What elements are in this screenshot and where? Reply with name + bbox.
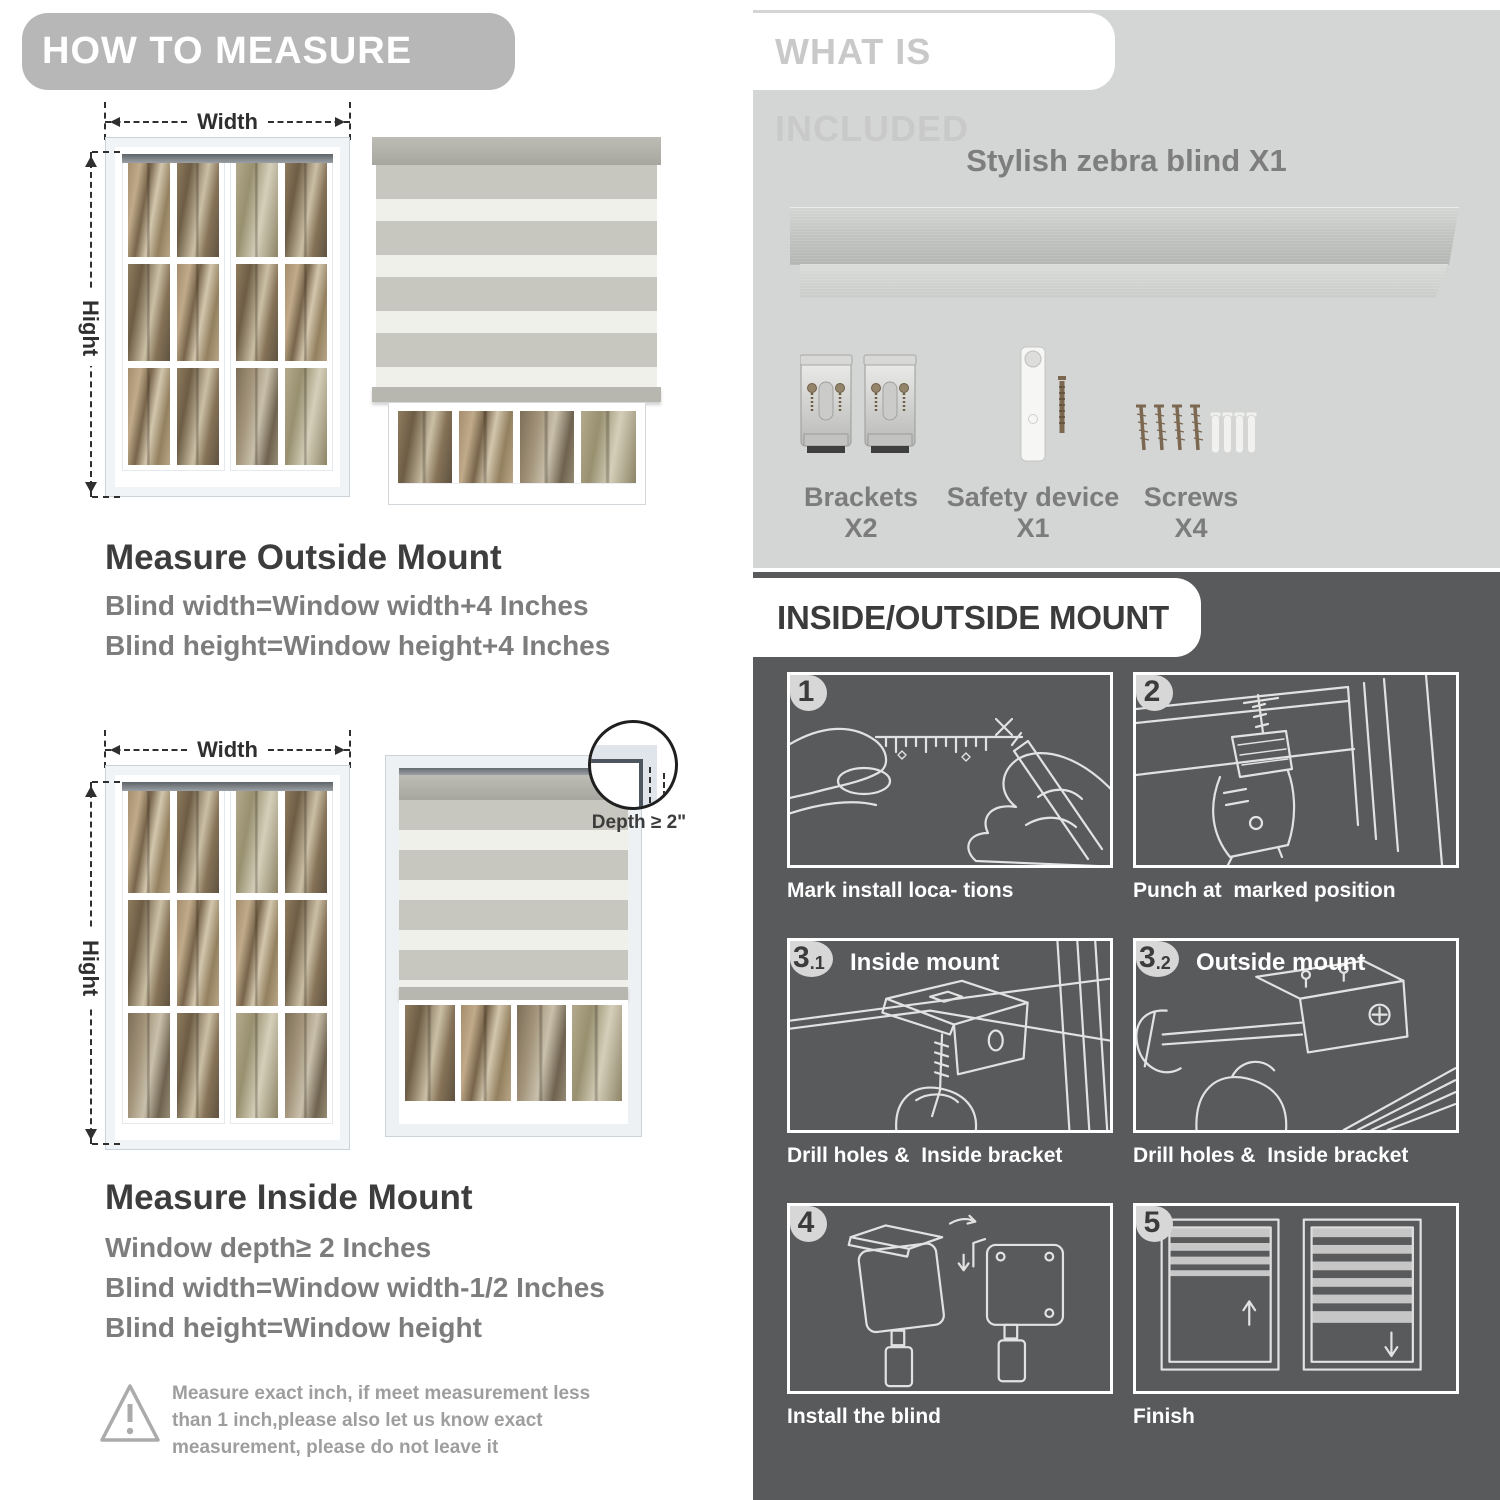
blind-headrail-image: [790, 207, 1459, 265]
drill-art: [1136, 675, 1456, 865]
window-top-shadow: [122, 154, 333, 163]
window-sill: [399, 1106, 628, 1124]
window-sash-left: [122, 154, 225, 471]
step-caption: Drill holes & Inside bracket: [787, 1144, 1063, 1167]
brackets-label: Brackets X2: [803, 482, 919, 543]
blind-cassette: [372, 137, 661, 165]
window-illustration-inside: [105, 765, 350, 1150]
width-label: Width: [197, 737, 258, 762]
safety-device-label: Safety device X1: [946, 482, 1120, 543]
step-2: [1133, 672, 1459, 903]
blind-bottom-rail: [399, 987, 628, 1000]
zebra-blind-outside: [372, 137, 661, 505]
window-glass: [399, 1000, 628, 1106]
depth-label: Depth ≥ 2": [591, 812, 687, 833]
window-sash-right: [230, 154, 333, 471]
arrow-tick: [92, 151, 120, 153]
measure-warning-text: Measure exact inch, if meet measurement less than 1 inch,please also let us know exact measurement, please do not leave it: [172, 1383, 591, 1458]
outside-mount-title: Measure Outside Mount: [105, 538, 502, 577]
inside-outside-mount-banner: INSIDE/OUTSIDE MOUNT: [753, 578, 1201, 657]
brackets-icon: [800, 352, 918, 462]
step-3-2: 3 .2 Outside mount Drill holes & Inside bracket: [1133, 938, 1459, 1168]
window-illustration-outside: [105, 137, 350, 497]
arrow-tick: [349, 102, 351, 140]
step-3-1: 3 .1 Inside mount Drill holes & Inside bracket: [787, 938, 1113, 1168]
window-sashes: [115, 147, 340, 487]
window-sash-left: [122, 782, 225, 1124]
width-label: Width: [197, 109, 258, 134]
window-top-shadow: [122, 782, 333, 791]
width-arrow: [105, 110, 350, 134]
step-number-badge: 1: [790, 675, 827, 711]
dashed-arrow-left: [105, 121, 187, 123]
step-caption: Drill holes & Inside bracket: [1133, 1144, 1409, 1167]
window-below-blind: [388, 402, 646, 505]
blind-stripes: [376, 165, 657, 387]
inside-mount-title: Measure Inside Mount: [105, 1178, 473, 1217]
install-blind-art: [790, 1206, 1110, 1391]
step-caption: Finish: [1133, 1405, 1195, 1428]
inside-rule-width: Blind width=Window width-1/2 Inches: [105, 1272, 605, 1303]
arrow-tick: [92, 1143, 120, 1145]
step-number-badge: 3 .2: [1136, 941, 1179, 977]
dashed-arrow-right: [268, 121, 350, 123]
arrow-tick: [349, 730, 351, 768]
step-caption: Punch at marked position: [1133, 879, 1396, 902]
step-caption: Install the blind: [787, 1405, 942, 1428]
step-number-badge: 3 .1: [790, 941, 833, 977]
step-number-badge: 4: [790, 1206, 827, 1242]
window-sash-right: [230, 782, 333, 1124]
dashed-arrow-right: [268, 749, 350, 751]
safety-device-icon: [1005, 345, 1075, 469]
step-number-badge: 2: [1136, 675, 1173, 711]
height-label: Hight: [77, 290, 103, 366]
inside-rule-height: Blind height=Window height: [105, 1312, 482, 1343]
screws-icon: [1128, 398, 1258, 462]
width-arrow: [105, 738, 350, 762]
step-1: [787, 672, 1113, 903]
screws-label: Screws X4: [1143, 482, 1239, 543]
window-sashes: [115, 775, 340, 1140]
arrow-tick: [92, 496, 120, 498]
step-caption: Mark install loca- tions: [787, 879, 1014, 902]
blind-bottom-rail: [372, 387, 661, 402]
step-4: [787, 1203, 1113, 1429]
arrow-tick: [92, 781, 120, 783]
finish-blinds-art: [1136, 1206, 1456, 1391]
exclamation-triangle-icon: [98, 1378, 162, 1450]
mark-locations-art: [790, 675, 1110, 865]
what-is-included-banner: WHAT IS INCLUDED: [753, 13, 1115, 90]
dashed-arrow-left: [105, 749, 187, 751]
inside-rule-depth: Window depth≥ 2 Inches: [105, 1232, 432, 1263]
blind-headrail-underbar: [800, 264, 1448, 298]
zebra-blind-item-label: Stylish zebra blind X1: [966, 143, 1287, 178]
step-5: [1133, 1203, 1459, 1429]
step-number-badge: 5: [1136, 1206, 1173, 1242]
depth-magnifier-icon: [588, 720, 678, 810]
how-to-measure-banner: HOW TO MEASURE: [22, 13, 515, 90]
window-sill: [398, 483, 636, 500]
outside-rule-width: Blind width=Window width+4 Inches: [105, 590, 589, 621]
outside-rule-height: Blind height=Window height+4 Inches: [105, 630, 611, 661]
height-label: Hight: [77, 930, 103, 1006]
